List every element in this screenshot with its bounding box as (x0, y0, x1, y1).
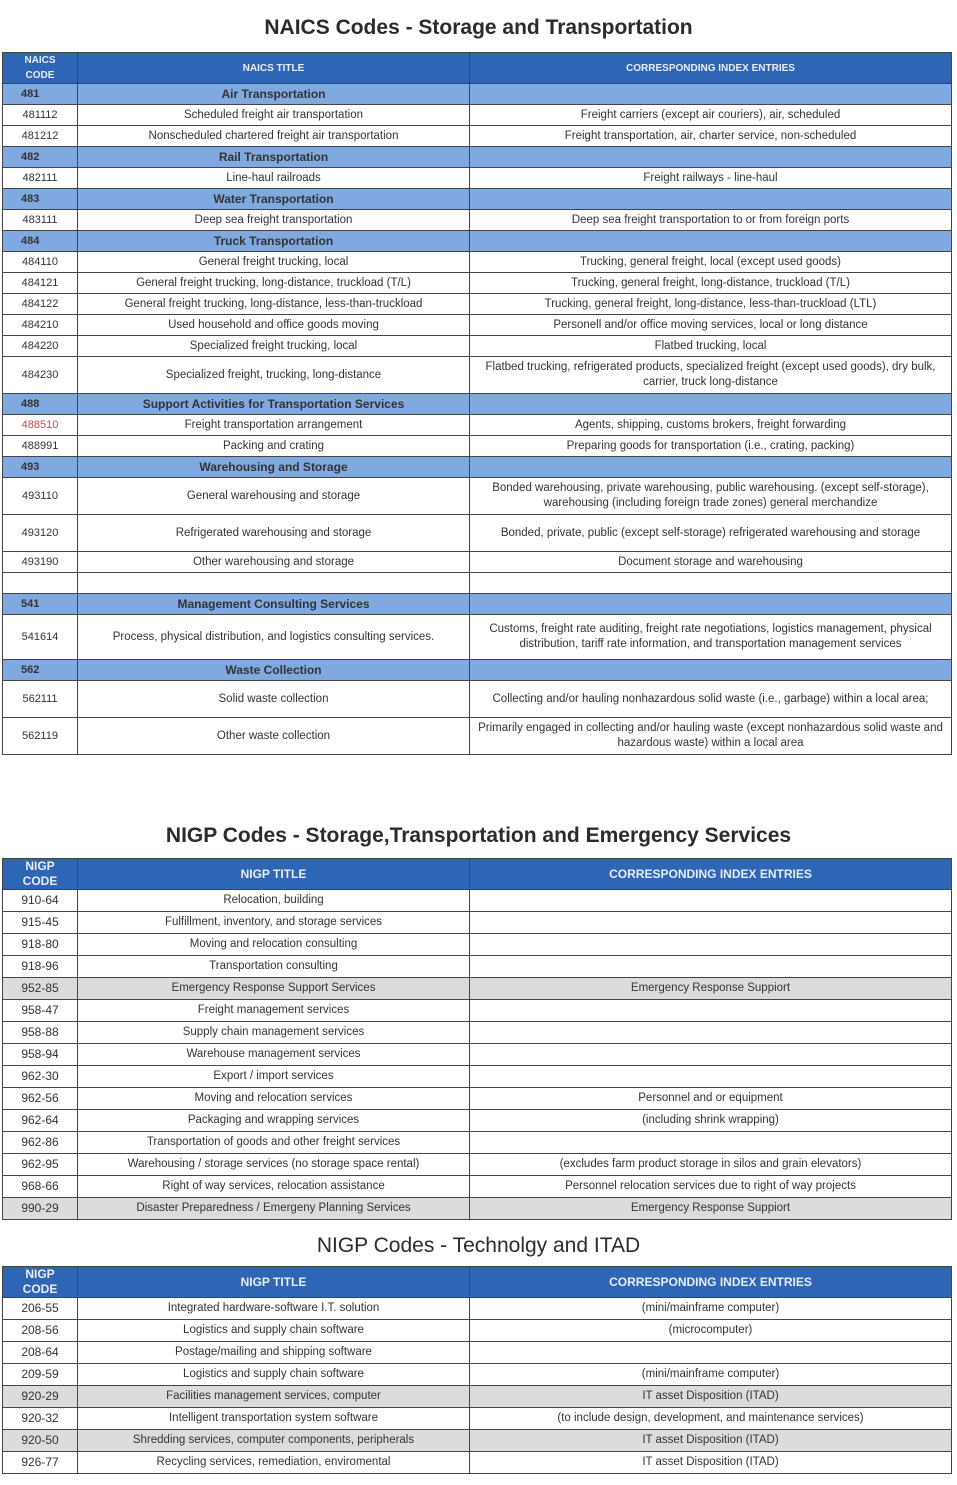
nigp-tech-header-row (3, 1267, 952, 1298)
table-row (3, 105, 952, 126)
entries-cell: Preparing goods for transportation (i.e., crating, packing) (470, 436, 952, 457)
table-row (3, 168, 952, 189)
title-cell: General freight trucking, long-distance, truckload (T/L) (78, 273, 470, 294)
table-row (3, 912, 952, 934)
code-cell: 920-50 (3, 1430, 78, 1452)
title-cell: Management Consulting Services (78, 594, 470, 615)
entries-cell: Trucking, general freight, local (except used goods) (470, 252, 952, 273)
entries-cell (470, 189, 952, 210)
table-group-row (3, 84, 952, 105)
title-cell: Logistics and supply chain software (78, 1364, 470, 1386)
table-row (3, 1132, 952, 1154)
code-cell: 952-85 (3, 978, 78, 1000)
entries-cell (470, 1000, 952, 1022)
table-row (3, 1044, 952, 1066)
table-row (3, 1408, 952, 1430)
nigp-entries-header: CORRESPONDING INDEX ENTRIES (470, 1267, 952, 1298)
title-cell: Logistics and supply chain software (78, 1320, 470, 1342)
entries-cell: (excludes farm product storage in silos and grain elevators) (470, 1154, 952, 1176)
code-cell: 493110 (3, 478, 78, 515)
title-cell: Specialized freight trucking, local (78, 336, 470, 357)
code-cell: 968-66 (3, 1176, 78, 1198)
title-cell: Disaster Preparedness / Emergeny Planning Services (78, 1198, 470, 1220)
title-cell: Emergency Response Support Services (78, 978, 470, 1000)
table-group-row (3, 394, 952, 415)
title-cell: Transportation consulting (78, 956, 470, 978)
code-cell: 481212 (3, 126, 78, 147)
table-group-row (3, 147, 952, 168)
code-cell: 208-64 (3, 1342, 78, 1364)
table-row (3, 336, 952, 357)
entries-cell: Trucking, general freight, long-distance, less-than-truckload (LTL) (470, 294, 952, 315)
code-cell: 493120 (3, 515, 78, 552)
code-cell: 488991 (3, 436, 78, 457)
code-cell: 958-94 (3, 1044, 78, 1066)
code-cell: 209-59 (3, 1364, 78, 1386)
title-cell: Packaging and wrapping services (78, 1110, 470, 1132)
entries-cell (470, 660, 952, 681)
nigp-storage-table (2, 858, 952, 1220)
entries-cell (470, 1066, 952, 1088)
code-cell: 926-77 (3, 1452, 78, 1474)
code-cell: 962-56 (3, 1088, 78, 1110)
table-row (3, 1176, 952, 1198)
code-cell (3, 573, 78, 594)
entries-cell (470, 956, 952, 978)
title-cell: Packing and crating (78, 436, 470, 457)
naics-table (2, 52, 952, 755)
entries-cell: Flatbed trucking, refrigerated products, specialized freight (except used goods), dry bulk, carrier, truck long-distance (470, 357, 952, 394)
code-cell: 484110 (3, 252, 78, 273)
entries-cell: Freight transportation, air, charter service, non-scheduled (470, 126, 952, 147)
entries-cell (470, 594, 952, 615)
code-cell: 962-95 (3, 1154, 78, 1176)
code-cell: 990-29 (3, 1198, 78, 1220)
title-cell: Scheduled freight air transportation (78, 105, 470, 126)
code-cell: 958-47 (3, 1000, 78, 1022)
nigp-tech-section-title: NIGP Codes - Technolgy and ITAD (316, 1234, 641, 1257)
title-cell: Shredding services, computer components, peripherals (78, 1430, 470, 1452)
title-cell: Solid waste collection (78, 681, 470, 718)
entries-cell (470, 912, 952, 934)
title-cell: Intelligent transportation system software (78, 1408, 470, 1430)
code-cell: 962-86 (3, 1132, 78, 1154)
table-row (3, 478, 952, 515)
entries-cell: (mini/mainframe computer) (470, 1364, 952, 1386)
entries-cell: Trucking, general freight, long-distance, truckload (T/L) (470, 273, 952, 294)
title-cell: Facilities management services, computer (78, 1386, 470, 1408)
title-cell: Warehouse management services (78, 1044, 470, 1066)
table-row (3, 1342, 952, 1364)
naics-header-row (3, 53, 952, 84)
table-row (3, 681, 952, 718)
entries-cell: Document storage and warehousing (470, 552, 952, 573)
entries-cell: IT asset Disposition (ITAD) (470, 1386, 952, 1408)
title-cell: General warehousing and storage (78, 478, 470, 515)
code-cell: 541614 (3, 615, 78, 660)
title-cell: Fulfillment, inventory, and storage services (78, 912, 470, 934)
table-row (3, 934, 952, 956)
table-row (3, 294, 952, 315)
code-cell: 488510 (3, 415, 78, 436)
title-cell: Recycling services, remediation, enviromental (78, 1452, 470, 1474)
title-cell: Support Activities for Transportation Services (78, 394, 470, 415)
table-row (3, 357, 952, 394)
title-cell: General freight trucking, long-distance, less-than-truckload (78, 294, 470, 315)
code-cell: 484 (3, 231, 78, 252)
code-cell: 910-64 (3, 890, 78, 912)
entries-cell: Agents, shipping, customs brokers, freight forwarding (470, 415, 952, 436)
code-cell: 962-64 (3, 1110, 78, 1132)
entries-cell: (mini/mainframe computer) (470, 1298, 952, 1320)
code-cell: 920-32 (3, 1408, 78, 1430)
entries-cell: (including shrink wrapping) (470, 1110, 952, 1132)
table-row (3, 1198, 952, 1220)
title-cell: Process, physical distribution, and logistics consulting services. (78, 615, 470, 660)
table-group-row (3, 189, 952, 210)
entries-cell: Personell and/or office moving services, local or long distance (470, 315, 952, 336)
code-cell: 918-80 (3, 934, 78, 956)
title-cell: Warehousing / storage services (no storage space rental) (78, 1154, 470, 1176)
table-group-row (3, 457, 952, 478)
code-cell: 482111 (3, 168, 78, 189)
title-cell: Warehousing and Storage (78, 457, 470, 478)
title-cell: Waste Collection (78, 660, 470, 681)
table-row (3, 573, 952, 594)
entries-cell (470, 457, 952, 478)
title-cell: Rail Transportation (78, 147, 470, 168)
nigp-code-header: NIGP CODE (3, 859, 78, 890)
entries-cell (470, 1022, 952, 1044)
title-cell: Air Transportation (78, 84, 470, 105)
entries-cell: (microcomputer) (470, 1320, 952, 1342)
code-cell: 962-30 (3, 1066, 78, 1088)
entries-cell: (to include design, development, and maintenance services) (470, 1408, 952, 1430)
entries-cell: Freight carriers (except air couriers), air, scheduled (470, 105, 952, 126)
code-cell: 481 (3, 84, 78, 105)
entries-cell: Freight railways - line-haul (470, 168, 952, 189)
title-cell: Moving and relocation consulting (78, 934, 470, 956)
code-cell: 918-96 (3, 956, 78, 978)
nigp-storage-header-row (3, 859, 952, 890)
nigp-entries-header: CORRESPONDING INDEX ENTRIES (470, 859, 952, 890)
table-row (3, 1000, 952, 1022)
code-cell: 484220 (3, 336, 78, 357)
entries-cell (470, 1044, 952, 1066)
table-row (3, 1320, 952, 1342)
title-cell: Relocation, building (78, 890, 470, 912)
entries-cell (470, 394, 952, 415)
code-cell: 484210 (3, 315, 78, 336)
entries-cell (470, 890, 952, 912)
title-cell: Truck Transportation (78, 231, 470, 252)
table-row (3, 252, 952, 273)
code-cell: 562 (3, 660, 78, 681)
code-cell: 484122 (3, 294, 78, 315)
table-row (3, 515, 952, 552)
title-cell: Used household and office goods moving (78, 315, 470, 336)
code-cell: 920-29 (3, 1386, 78, 1408)
code-cell: 493190 (3, 552, 78, 573)
entries-cell (470, 573, 952, 594)
code-cell: 482 (3, 147, 78, 168)
title-cell: Other waste collection (78, 718, 470, 755)
nigp-title-header: NIGP TITLE (78, 1267, 470, 1298)
table-group-row (3, 231, 952, 252)
entries-cell: Personnel and or equipment (470, 1088, 952, 1110)
nigp-storage-section-title: NIGP Codes - Storage,Transportation and Emergency Services (165, 824, 792, 847)
title-cell (78, 573, 470, 594)
code-cell: 562111 (3, 681, 78, 718)
code-cell: 481112 (3, 105, 78, 126)
entries-cell: Emergency Response Suppiort (470, 978, 952, 1000)
title-cell: Line-haul railroads (78, 168, 470, 189)
entries-cell: Deep sea freight transportation to or from foreign ports (470, 210, 952, 231)
table-group-row (3, 594, 952, 615)
naics-section-title: NAICS Codes - Storage and Transportation (264, 16, 693, 39)
entries-cell: Personnel relocation services due to right of way projects (470, 1176, 952, 1198)
table-row (3, 978, 952, 1000)
table-row (3, 315, 952, 336)
entries-cell: IT asset Disposition (ITAD) (470, 1430, 952, 1452)
entries-cell: Flatbed trucking, local (470, 336, 952, 357)
title-cell: Specialized freight, trucking, long-distance (78, 357, 470, 394)
table-row (3, 1088, 952, 1110)
naics-code-header: NAICS CODE (3, 53, 78, 84)
table-row (3, 956, 952, 978)
code-cell: 206-55 (3, 1298, 78, 1320)
code-cell: 484230 (3, 357, 78, 394)
entries-cell: Customs, freight rate auditing, freight rate negotiations, logistics management, physical distribution, tariff rate information, and transportation management services (470, 615, 952, 660)
code-cell: 484121 (3, 273, 78, 294)
table-row (3, 615, 952, 660)
entries-cell: Bonded, private, public (except self-storage) refrigerated warehousing and storage (470, 515, 952, 552)
entries-cell: Collecting and/or hauling nonhazardous solid waste (i.e., garbage) within a local area; (470, 681, 952, 718)
code-cell: 493 (3, 457, 78, 478)
entries-cell (470, 84, 952, 105)
code-cell: 958-88 (3, 1022, 78, 1044)
nigp-code-header: NIGP CODE (3, 1267, 78, 1298)
entries-cell: IT asset Disposition (ITAD) (470, 1452, 952, 1474)
table-row (3, 718, 952, 755)
nigp-tech-table (2, 1266, 952, 1474)
table-row (3, 1452, 952, 1474)
title-cell: Freight management services (78, 1000, 470, 1022)
table-row (3, 210, 952, 231)
table-group-row (3, 660, 952, 681)
table-row (3, 415, 952, 436)
entries-cell: Emergency Response Suppiort (470, 1198, 952, 1220)
entries-cell: Primarily engaged in collecting and/or hauling waste (except nonhazardous solid waste and hazardous waste) within a local area (470, 718, 952, 755)
table-row (3, 1110, 952, 1132)
title-cell: General freight trucking, local (78, 252, 470, 273)
title-cell: Supply chain management services (78, 1022, 470, 1044)
entries-cell (470, 231, 952, 252)
code-cell: 208-56 (3, 1320, 78, 1342)
table-row (3, 1430, 952, 1452)
title-cell: Export / import services (78, 1066, 470, 1088)
table-row (3, 1022, 952, 1044)
table-row (3, 1298, 952, 1320)
table-row (3, 1154, 952, 1176)
title-cell: Nonscheduled chartered freight air transportation (78, 126, 470, 147)
code-cell: 915-45 (3, 912, 78, 934)
naics-title-header: NAICS TITLE (78, 53, 470, 84)
entries-cell (470, 1342, 952, 1364)
title-cell: Transportation of goods and other freight services (78, 1132, 470, 1154)
title-cell: Postage/mailing and shipping software (78, 1342, 470, 1364)
nigp-title-header: NIGP TITLE (78, 859, 470, 890)
code-cell: 562119 (3, 718, 78, 755)
title-cell: Right of way services, relocation assistance (78, 1176, 470, 1198)
table-row (3, 436, 952, 457)
table-row (3, 1364, 952, 1386)
title-cell: Integrated hardware-software I.T. solution (78, 1298, 470, 1320)
naics-entries-header: CORRESPONDING INDEX ENTRIES (470, 53, 952, 84)
table-row (3, 126, 952, 147)
title-cell: Other warehousing and storage (78, 552, 470, 573)
entries-cell (470, 934, 952, 956)
table-row (3, 273, 952, 294)
code-cell: 541 (3, 594, 78, 615)
code-cell: 483 (3, 189, 78, 210)
code-cell: 488 (3, 394, 78, 415)
table-row (3, 552, 952, 573)
entries-cell (470, 147, 952, 168)
table-row (3, 1386, 952, 1408)
entries-cell (470, 1132, 952, 1154)
title-cell: Water Transportation (78, 189, 470, 210)
title-cell: Freight transportation arrangement (78, 415, 470, 436)
title-cell: Deep sea freight transportation (78, 210, 470, 231)
title-cell: Moving and relocation services (78, 1088, 470, 1110)
entries-cell: Bonded warehousing, private warehousing, public warehousing. (except self-storage), warehousing (including foreign trade zones) general merchandize (470, 478, 952, 515)
table-row (3, 1066, 952, 1088)
title-cell: Refrigerated warehousing and storage (78, 515, 470, 552)
code-cell: 483111 (3, 210, 78, 231)
table-row (3, 890, 952, 912)
